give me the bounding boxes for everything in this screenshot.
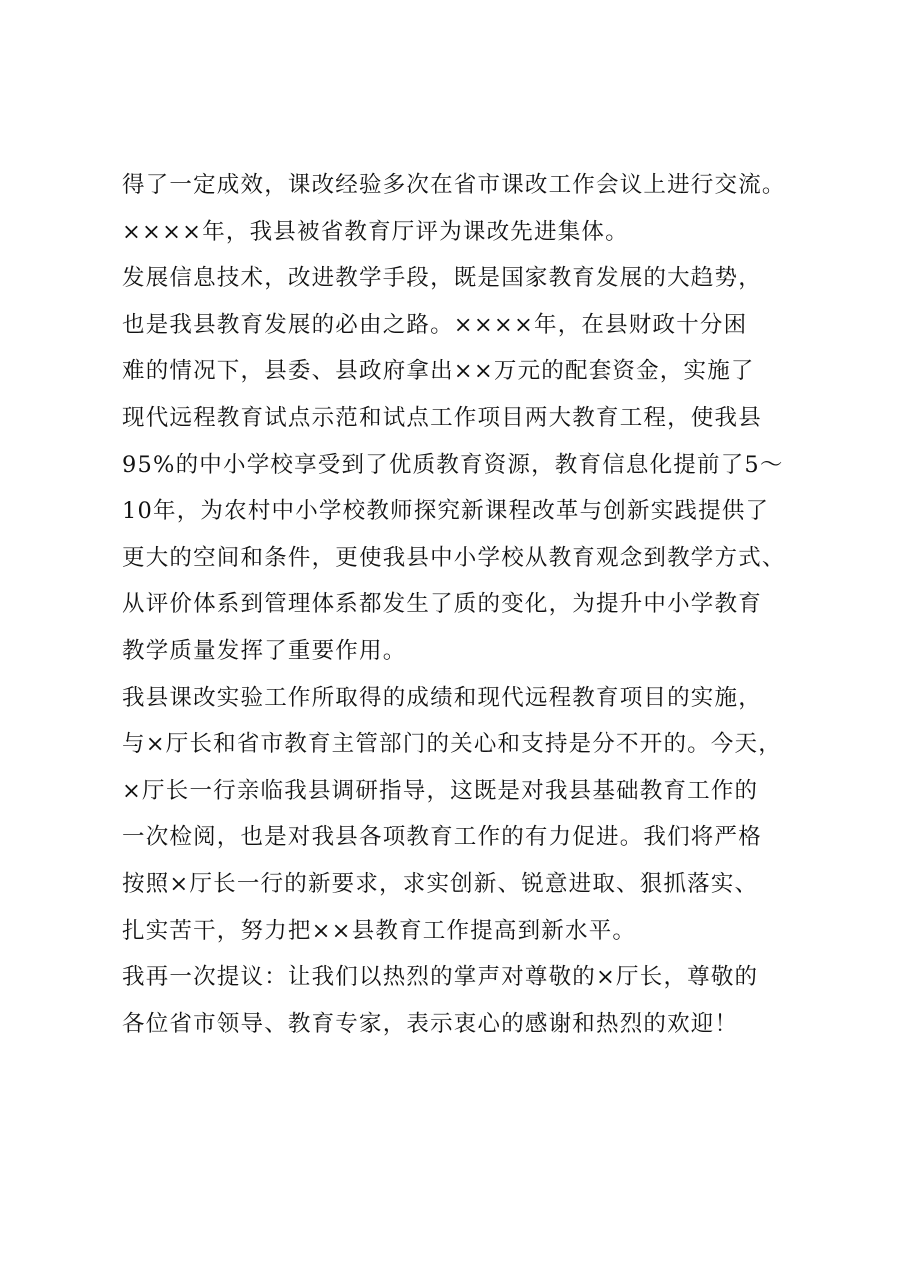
text-line: 各位省市领导、教育专家，表示衷心的感谢和热烈的欢迎！ (122, 1010, 739, 1037)
text-line: 也是我县教育发展的必由之路。××××年，在县财政十分困 (122, 311, 748, 338)
text-line: 更大的空间和条件，更使我县中小学校从教育观念到教学方式、 (122, 544, 786, 571)
text-line: 现代远程教育试点示范和试点工作项目两大教育工程，使我县 (122, 404, 762, 431)
text-line: 一次检阅，也是对我县各项教育工作的有力促进。我们将严格 (122, 824, 762, 851)
text-line: 我县课改实验工作所取得的成绩和现代远程教育项目的实施， (122, 684, 762, 711)
text-line: ×厅长一行亲临我县调研指导，这既是对我县基础教育工作的 (122, 777, 759, 804)
text-line: 扎实苦干，努力把××县教育工作提高到新水平。 (122, 917, 637, 944)
text-line: 按照×厅长一行的新要求，求实创新、锐意进取、狠抓落实、 (122, 870, 759, 897)
text-line: 从评价体系到管理体系都发生了质的变化，为提升中小学教育 (122, 591, 762, 618)
text-line: 难的情况下，县委、县政府拿出××万元的配套资金，实施了 (122, 358, 755, 385)
document-body (122, 162, 822, 1047)
text-line: 发展信息技术，改进教学手段，既是国家教育发展的大趋势， (122, 265, 762, 292)
text-line: 教学质量发挥了重要作用。 (122, 637, 407, 664)
text-line: 得了一定成效，课改经验多次在省市课改工作会议上进行交流。 (122, 172, 786, 198)
text-line: 与×厅长和省市教育主管部门的关心和支持是分不开的。今天， (122, 731, 782, 758)
text-line: ××××年，我县被省教育厅评为课改先进集体。 (122, 218, 629, 245)
text-line: 95%的中小学校享受到了优质教育资源，教育信息化提前了5～ (122, 451, 784, 478)
text-line: 10年，为农村中小学校教师探究新课程改革与创新实践提供了 (122, 498, 770, 525)
text-line: 我再一次提议：让我们以热烈的掌声对尊敬的×厅长，尊敬的 (122, 964, 759, 991)
